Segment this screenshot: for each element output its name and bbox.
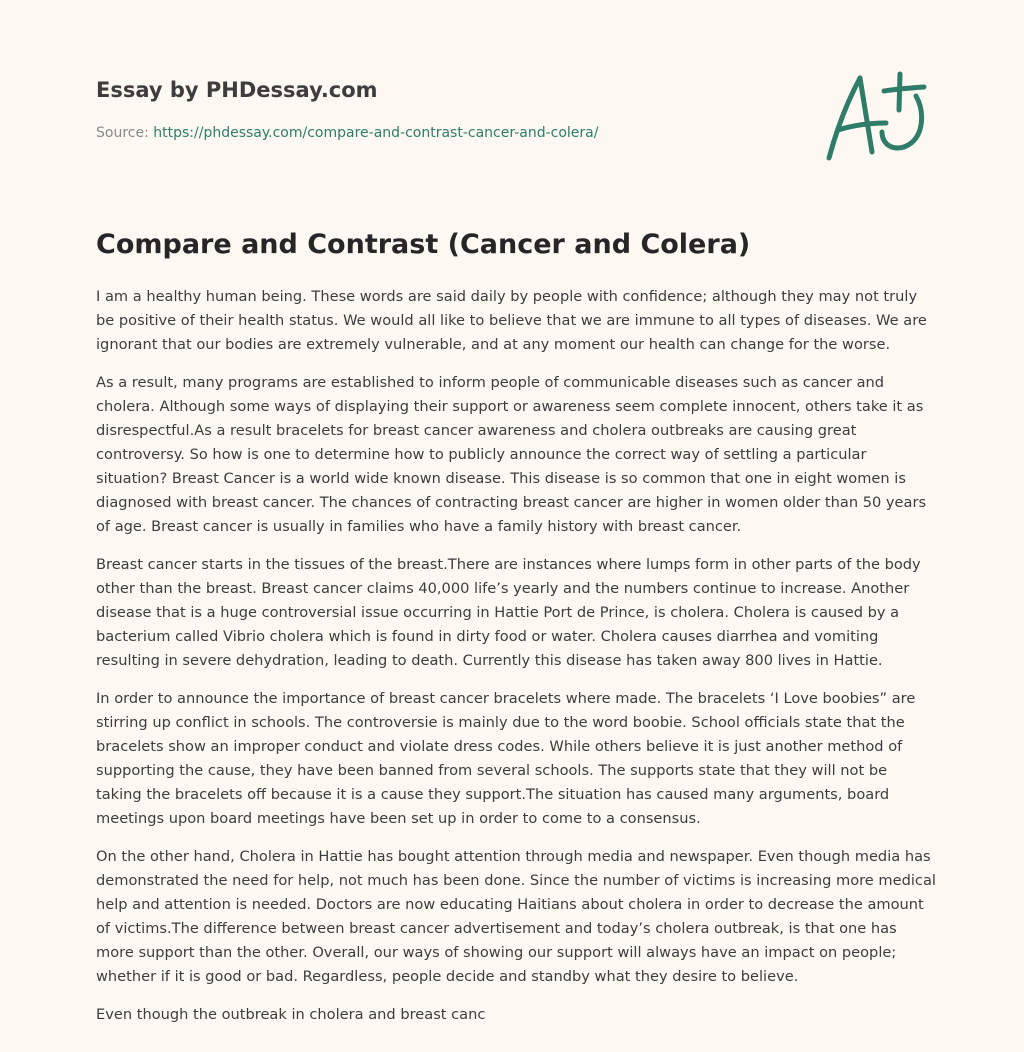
essay-paragraph: Breast cancer starts in the tissues of the breast.There are instances where lumps form in other parts of the body other than the breast. Breast cancer claims 40,000 life’s yearly and the numbers continue to increase. Another disease that is a huge controversial issue occurring in Hattie Port de Prince, is cholera. Cholera is caused by a bacterium called Vibrio cholera which is found in dirty food or water. Cholera causes diarrhea and vomiting resulting in severe dehydration, leading to death. Currently this disease has taken away 800 lives in Hattie.	[96, 556, 921, 669]
essay-paragraph: Even though the outbreak in cholera and breast canc	[96, 1006, 486, 1023]
essay-paragraph: On the other hand, Cholera in Hattie has bought attention through media and newspaper. Even though media has demonstrated the need for help, not much has been done. Since the number of victims is increasing more medical help and attention is needed. Doctors are now educating Haitians about cholera in order to decrease the amount of victims.The difference between breast cancer advertisement and today’s cholera outbreak, is that one has more support than the other. Overall, our ways of showing our support will always have an impact on people; whether if it is good or bad. Regardless, people decide and standby what they desire to believe.	[96, 848, 936, 985]
essay-paragraph: I am a healthy human being. These words are said daily by people with confidence; although they may not truly be positive of their health status. We would all like to believe that we are immune to all types of diseases. We are ignorant that our bodies are extremely vulnerable, and at any moment our health can change for the worse.	[96, 288, 927, 353]
source-link[interactable]: https://phdessay.com/compare-and-contrast-cancer-and-colera/	[153, 125, 599, 141]
brand-title: Essay by PHDessay.com	[96, 78, 378, 102]
essay-body	[96, 285, 936, 1041]
essay-paragraph: As a result, many programs are established to inform people of communicable diseases such as cancer and cholera. Although some ways of displaying their support or awareness seem complete innocent, others take it as disrespectful.As a result bracelets for breast cancer awareness and cholera outbreaks are causing great controversy. So how is one to determine how to publicly announce the correct way of settling a particular situation? Breast Cancer is a world wide known disease. This disease is so common that one in eight women is diagnosed with breast cancer. The chances of contracting breast cancer are higher in women older than 50 years of age. Breast cancer is usually in families who have a family history with breast cancer.	[96, 374, 927, 535]
essay-paragraph: In order to announce the importance of breast cancer bracelets where made. The bracelets ‘I Love boobies” are stirring up conflict in schools. The controversie is mainly due to the word boobie. School officials state that the bracelets show an improper conduct and violate dress codes. While others believe it is just another method of supporting the cause, they have been banned from several schools. The supports state that they will not be taking the bracelets off because it is a cause they support.The situation has caused many arguments, board meetings upon board meetings have been set up in order to come to a consensus.	[96, 690, 916, 827]
source-line	[96, 123, 796, 143]
essay-title: Compare and Contrast (Cancer and Colera)	[96, 229, 751, 260]
source-label: Source:	[96, 125, 154, 141]
a-plus-logo-icon	[820, 66, 930, 166]
page-header	[96, 74, 796, 143]
